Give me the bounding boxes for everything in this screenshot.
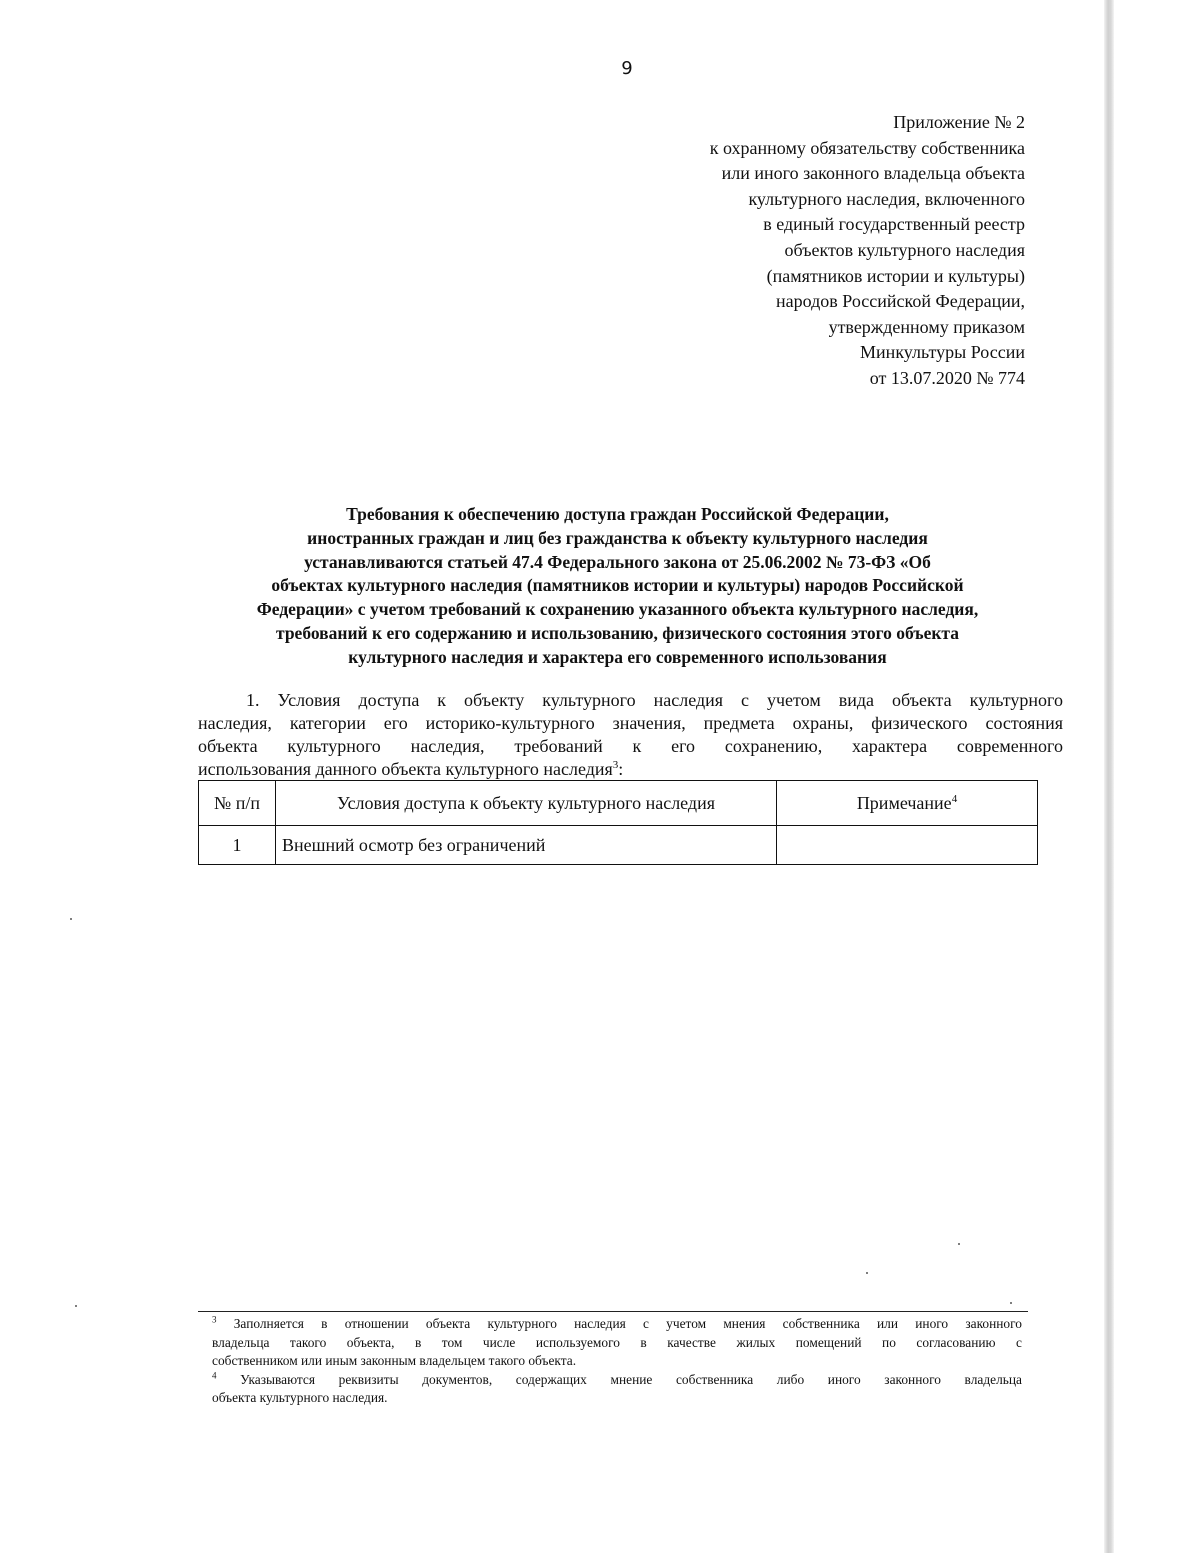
document-title [185,503,1050,670]
appendix-line: Приложение № 2 [893,112,1025,132]
footnote-mark: 4 [212,1370,217,1381]
table-row [199,826,1038,865]
appendix-line: от 13.07.2020 № 774 [869,367,1025,388]
appendix-line: к охранному обязательству собственника [709,137,1025,158]
footnote-4-line: объекта культурного наследия. [212,1390,388,1405]
title-line: устанавливаются статьей 47.4 Федерального закона от 25.06.2002 № 73-ФЗ «Об [304,551,931,572]
page-number: 9 [621,58,633,79]
appendix-line: утвержденному приказом [828,316,1025,337]
footnote-3-line: владельца такого объекта, в том числе используемого в качестве жилых помещений по согласованию с [212,1334,1022,1350]
footnote-ref-3: 3 [612,759,619,771]
footnotes [212,1315,1022,1408]
title-line: объектах культурного наследия (памятников истории и культуры) народов Российской [271,575,964,596]
scan-speck [958,1243,960,1245]
access-conditions-table [198,780,1038,865]
paragraph-line-last [198,758,1063,781]
title-line: Федерации» с учетом требований к сохранению указанного объекта культурного наследия, [256,599,979,620]
appendix-line: культурного наследия, включенного [748,188,1025,209]
scan-speck [75,1305,77,1307]
appendix-line: народов Российской Федерации, [776,291,1025,312]
title-line: иностранных граждан и лиц без гражданства к объекту культурного наследия [307,527,928,548]
footnote-text: Указываются реквизиты документов, содержащих мнение собственника либо иного законного владельца [240,1371,1022,1387]
access-conditions-paragraph [198,689,1063,781]
paragraph-line: 1. Условия доступа к объекту культурного наследия с учетом вида объекта культурного [246,690,1063,710]
row-num: 1 [199,826,276,865]
title-line: культурного наследия и характера его современного использования [348,646,887,667]
paragraph-line: использования данного объекта культурного наследия [198,759,613,779]
appendix-line: Минкультуры России [860,342,1025,363]
header-note-label: Примечание [856,792,952,813]
appendix-line: объектов культурного наследия [784,239,1025,260]
footnote-separator [198,1311,1028,1312]
footnote-4-line [212,1371,1022,1390]
title-line: Требования к обеспечению доступа граждан Российской Федерации, [346,504,889,524]
footnote-text: Заполняется в отношении объекта культурного наследия с учетом мнения собственника или иного законного [233,1316,1022,1331]
footnote-ref-4: 4 [951,792,958,805]
scan-speck [866,1272,868,1274]
title-line: требований к его содержанию и использованию, физического состояния этого объекта [276,622,959,643]
paragraph-line: объекта культурного наследия, требований к его сохранению, характера современного [198,736,1063,756]
footnote-mark: 3 [212,1314,217,1325]
appendix-line: в единый государственный реестр [763,214,1025,235]
footnote-3-line [212,1315,1022,1334]
paragraph-line: наследия, категории его историко-культурного значения, предмета охраны, физического состояния [198,713,1063,733]
paragraph-colon: : [618,759,624,779]
appendix-line: (памятников истории и культуры) [766,265,1025,286]
scan-page-edge [1104,0,1114,1553]
row-conditions: Внешний осмотр без ограничений [276,826,777,865]
table-header-row [199,781,1038,826]
footnote-3-line: собственником или иным законным владельцем такого объекта. [212,1353,577,1368]
scan-speck [70,918,72,920]
appendix-header [560,110,1025,392]
header-num: № п/п [199,781,276,826]
appendix-line: или иного законного владельца объекта [721,163,1025,184]
header-note [777,781,1038,826]
header-conditions: Условия доступа к объекту культурного наследия [276,781,777,826]
scan-speck [1010,1302,1012,1304]
row-note [777,826,1038,865]
